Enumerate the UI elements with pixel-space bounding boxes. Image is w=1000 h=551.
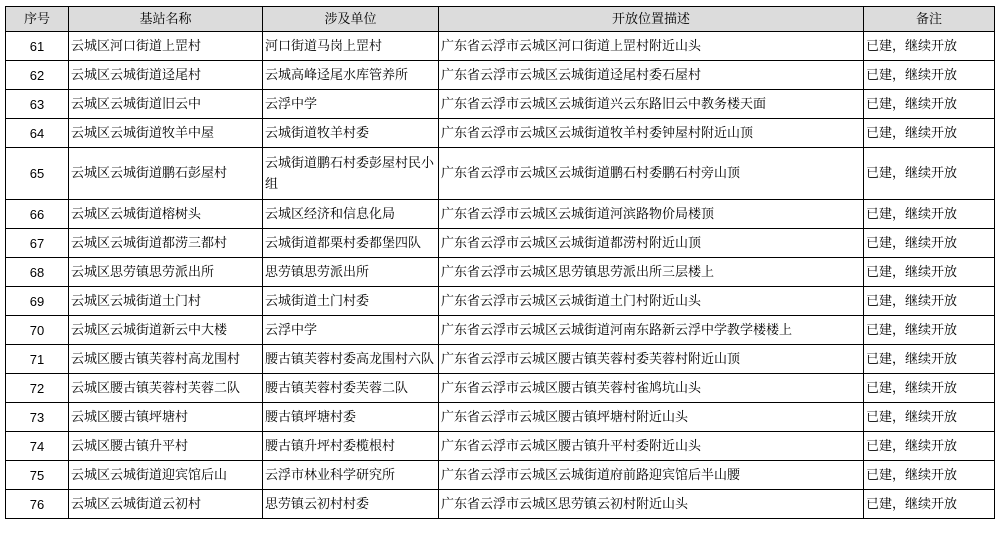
cell-unit[interactable]: 云城区经济和信息化局 xyxy=(263,200,439,229)
cell-location[interactable]: 广东省云浮市云城区腰古镇芙蓉村雀鸠坑山头 xyxy=(439,374,864,403)
cell-location[interactable]: 广东省云浮市云城区腰古镇芙蓉村委芙蓉村附近山顶 xyxy=(439,345,864,374)
table-row xyxy=(6,229,995,258)
table-row xyxy=(6,374,995,403)
table-row xyxy=(6,32,995,61)
table-row xyxy=(6,490,995,519)
cell-seq[interactable]: 64 xyxy=(6,119,69,148)
table-row xyxy=(6,148,995,200)
cell-station-name[interactable]: 云城区云城街道榕树头 xyxy=(69,200,263,229)
cell-remark[interactable]: 已建，继续开放 xyxy=(864,200,995,229)
cell-remark[interactable]: 已建，继续开放 xyxy=(864,287,995,316)
cell-remark[interactable]: 已建，继续开放 xyxy=(864,32,995,61)
cell-location[interactable]: 广东省云浮市云城区云城街道都涝村附近山顶 xyxy=(439,229,864,258)
cell-unit[interactable]: 思劳镇云初村村委 xyxy=(263,490,439,519)
cell-remark[interactable]: 已建，继续开放 xyxy=(864,432,995,461)
cell-unit[interactable]: 思劳镇思劳派出所 xyxy=(263,258,439,287)
cell-location[interactable]: 广东省云浮市云城区云城街道河滨路物价局楼顶 xyxy=(439,200,864,229)
cell-seq[interactable]: 70 xyxy=(6,316,69,345)
cell-location[interactable]: 广东省云浮市云城区云城街道河南东路新云浮中学教学楼楼上 xyxy=(439,316,864,345)
cell-station-name[interactable]: 云城区腰古镇坪塘村 xyxy=(69,403,263,432)
cell-unit[interactable]: 腰古镇芙蓉村委高龙围村六队 xyxy=(263,345,439,374)
cell-unit[interactable]: 云城街道土门村委 xyxy=(263,287,439,316)
header-station-name[interactable]: 基站名称 xyxy=(69,7,263,32)
cell-seq[interactable]: 71 xyxy=(6,345,69,374)
cell-unit[interactable]: 腰古镇芙蓉村委芙蓉二队 xyxy=(263,374,439,403)
cell-seq[interactable]: 67 xyxy=(6,229,69,258)
cell-seq[interactable]: 75 xyxy=(6,461,69,490)
cell-remark[interactable]: 已建，继续开放 xyxy=(864,258,995,287)
cell-unit[interactable]: 河口街道马岗上罡村 xyxy=(263,32,439,61)
cell-location[interactable]: 广东省云浮市云城区云城街道兴云东路旧云中教务楼天面 xyxy=(439,90,864,119)
cell-remark[interactable]: 已建，继续开放 xyxy=(864,229,995,258)
table-row xyxy=(6,432,995,461)
cell-seq[interactable]: 74 xyxy=(6,432,69,461)
header-remark[interactable]: 备注 xyxy=(864,7,995,32)
cell-location[interactable]: 广东省云浮市云城区云城街道迳尾村委石屋村 xyxy=(439,61,864,90)
cell-unit[interactable]: 腰古镇坪塘村委 xyxy=(263,403,439,432)
header-row xyxy=(6,7,995,32)
cell-station-name[interactable]: 云城区云城街道云初村 xyxy=(69,490,263,519)
cell-unit[interactable]: 云城高峰迳尾水库管养所 xyxy=(263,61,439,90)
cell-station-name[interactable]: 云城区腰古镇芙蓉村芙蓉二队 xyxy=(69,374,263,403)
cell-unit[interactable]: 云城街道鹏石村委彭屋村民小组 xyxy=(263,148,439,200)
cell-seq[interactable]: 72 xyxy=(6,374,69,403)
cell-unit[interactable]: 云浮中学 xyxy=(263,316,439,345)
cell-seq[interactable]: 63 xyxy=(6,90,69,119)
base-station-table xyxy=(5,6,995,519)
cell-unit[interactable]: 腰古镇升坪村委榄根村 xyxy=(263,432,439,461)
cell-remark[interactable]: 已建，继续开放 xyxy=(864,461,995,490)
cell-seq[interactable]: 68 xyxy=(6,258,69,287)
cell-station-name[interactable]: 云城区思劳镇思劳派出所 xyxy=(69,258,263,287)
cell-station-name[interactable]: 云城区腰古镇升平村 xyxy=(69,432,263,461)
cell-remark[interactable]: 已建，继续开放 xyxy=(864,61,995,90)
cell-remark[interactable]: 已建，继续开放 xyxy=(864,345,995,374)
cell-location[interactable]: 广东省云浮市云城区思劳镇思劳派出所三层楼上 xyxy=(439,258,864,287)
header-seq[interactable]: 序号 xyxy=(6,7,69,32)
cell-location[interactable]: 广东省云浮市云城区河口街道上罡村附近山头 xyxy=(439,32,864,61)
cell-station-name[interactable]: 云城区云城街道新云中大楼 xyxy=(69,316,263,345)
table-row xyxy=(6,403,995,432)
cell-location[interactable]: 广东省云浮市云城区云城街道牧羊村委钟屋村附近山顶 xyxy=(439,119,864,148)
cell-station-name[interactable]: 云城区云城街道鹏石彭屋村 xyxy=(69,148,263,200)
table-row xyxy=(6,258,995,287)
cell-unit[interactable]: 云浮中学 xyxy=(263,90,439,119)
table-row xyxy=(6,287,995,316)
cell-unit[interactable]: 云城街道都栗村委都堡四队 xyxy=(263,229,439,258)
cell-seq[interactable]: 62 xyxy=(6,61,69,90)
cell-station-name[interactable]: 云城区腰古镇芙蓉村高龙围村 xyxy=(69,345,263,374)
table-row xyxy=(6,345,995,374)
cell-station-name[interactable]: 云城区河口街道上罡村 xyxy=(69,32,263,61)
cell-location[interactable]: 广东省云浮市云城区云城街道土门村附近山头 xyxy=(439,287,864,316)
cell-seq[interactable]: 66 xyxy=(6,200,69,229)
cell-remark[interactable]: 已建，继续开放 xyxy=(864,90,995,119)
header-unit[interactable]: 涉及单位 xyxy=(263,7,439,32)
cell-remark[interactable]: 已建，继续开放 xyxy=(864,316,995,345)
cell-seq[interactable]: 73 xyxy=(6,403,69,432)
cell-location[interactable]: 广东省云浮市云城区思劳镇云初村附近山头 xyxy=(439,490,864,519)
header-location[interactable]: 开放位置描述 xyxy=(439,7,864,32)
cell-station-name[interactable]: 云城区云城街道旧云中 xyxy=(69,90,263,119)
cell-remark[interactable]: 已建，继续开放 xyxy=(864,374,995,403)
cell-station-name[interactable]: 云城区云城街道迳尾村 xyxy=(69,61,263,90)
cell-remark[interactable]: 已建，继续开放 xyxy=(864,119,995,148)
table-row xyxy=(6,119,995,148)
cell-remark[interactable]: 已建，继续开放 xyxy=(864,403,995,432)
cell-location[interactable]: 广东省云浮市云城区云城街道府前路迎宾馆后半山腰 xyxy=(439,461,864,490)
cell-remark[interactable]: 已建，继续开放 xyxy=(864,148,995,200)
cell-station-name[interactable]: 云城区云城街道迎宾馆后山 xyxy=(69,461,263,490)
cell-unit[interactable]: 云浮市林业科学研究所 xyxy=(263,461,439,490)
cell-seq[interactable]: 61 xyxy=(6,32,69,61)
table-row xyxy=(6,200,995,229)
cell-seq[interactable]: 65 xyxy=(6,148,69,200)
cell-remark[interactable]: 已建，继续开放 xyxy=(864,490,995,519)
cell-station-name[interactable]: 云城区云城街道牧羊中屋 xyxy=(69,119,263,148)
cell-location[interactable]: 广东省云浮市云城区腰古镇升平村委附近山头 xyxy=(439,432,864,461)
cell-unit[interactable]: 云城街道牧羊村委 xyxy=(263,119,439,148)
table-row xyxy=(6,61,995,90)
table-row xyxy=(6,316,995,345)
table-row xyxy=(6,461,995,490)
table-row xyxy=(6,90,995,119)
cell-seq[interactable]: 69 xyxy=(6,287,69,316)
cell-location[interactable]: 广东省云浮市云城区云城街道鹏石村委鹏石村旁山顶 xyxy=(439,148,864,200)
cell-location[interactable]: 广东省云浮市云城区腰古镇坪塘村附近山头 xyxy=(439,403,864,432)
cell-station-name[interactable]: 云城区云城街道都涝三都村 xyxy=(69,229,263,258)
cell-station-name[interactable]: 云城区云城街道土门村 xyxy=(69,287,263,316)
cell-seq[interactable]: 76 xyxy=(6,490,69,519)
